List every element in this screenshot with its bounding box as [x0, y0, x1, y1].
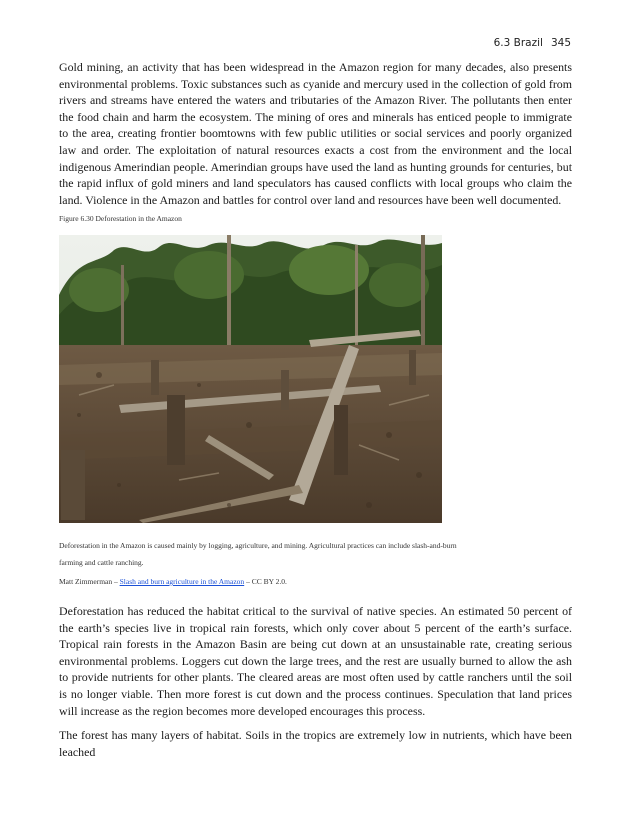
deforestation-photo [59, 235, 442, 523]
credit-source-link[interactable]: Slash and burn agriculture in the Amazon [119, 577, 245, 586]
page-number: 345 [550, 37, 571, 49]
figure-title: Figure 6.30 Deforestation in the Amazon [59, 214, 182, 223]
credit-license: – CC BY 2.0. [244, 577, 287, 586]
paragraph-forest-layers: The forest has many layers of habitat. Soils in the tropics are extremely low in nutrients, which have been leached [59, 728, 572, 759]
section-title: 6.3 Brazil [493, 37, 543, 49]
paragraph-gold-mining: Gold mining, an activity that has been widespread in the Amazon region for many decades, also presents environmental problems. Toxic substances such as cyanide and mercury used in the collection of gold from rivers and streams have entered the waters and tributaries of the Amazon River. The pollutants then enter the food chain and harm the ecosystem. The mining of ores and minerals has enticed people to immigrate to the area, creating frontier boomtowns with few public utilities or social services and poorly organized law and order. The exploitation of natural resources exacts a cost from the environment and the local indigenous Amerindian people. Amerindian groups have used the land as hunting grounds for centuries, but the rapid influx of gold miners and land speculators has caused conflicts with local groups who claim the land. Violence in the Amazon and battles for control over land and resources have been well documented. [59, 60, 572, 207]
credit-author: Matt Zimmerman – [59, 577, 120, 586]
paragraph-deforestation: Deforestation has reduced the habitat critical to the survival of native species. An estimated 50 percent of the earth’s species live in tropical rain forests, which only cover about 5 percent of the earth’s surface. Tropical rain forests in the Amazon Basin are being cut down at an unsustainable rate, creating serious environmental problems. Loggers cut down the large trees, and the rest are usually burned to allow the ash to provide nutrients for other plants. The cleared areas are most often used by cattle ranchers until the soil is no longer viable. Then more forest is cut down and the process continues. Speculation that land prices will increase as the region becomes more developed encourages this process. [59, 604, 572, 718]
figure-credit [59, 577, 287, 586]
figure-caption: Deforestation in the Amazon is caused mainly by logging, agriculture, and mining. Agricultural practices can include slash-and-burn farming and cattle ranching. [59, 541, 457, 567]
running-head [494, 37, 571, 49]
